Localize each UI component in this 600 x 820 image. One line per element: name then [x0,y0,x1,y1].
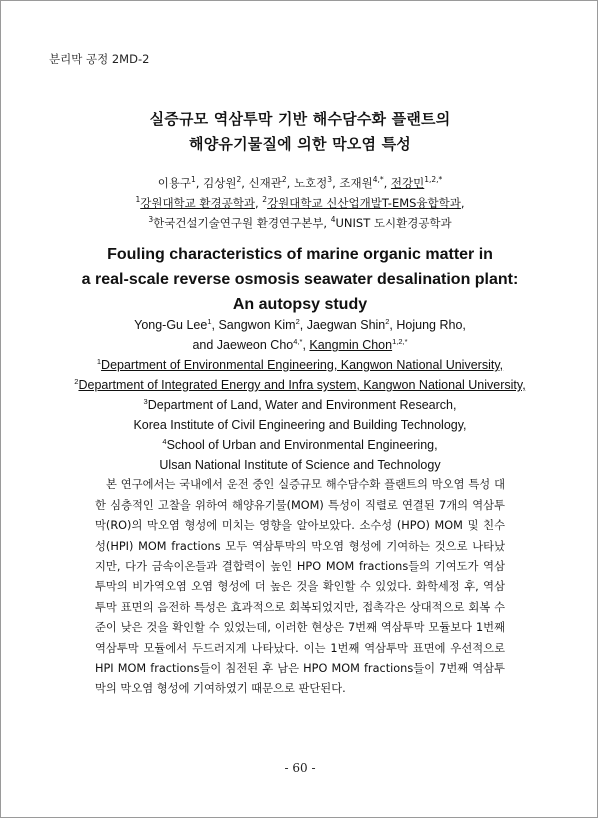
affiliation-mark: 4 [330,215,336,224]
affiliation-mark: 2 [236,175,242,184]
affiliation-mark: 2 [262,195,268,204]
corresponding-author-name: 전강민 [390,176,425,190]
korean-title-line: 해양유기물질에 의한 막오염 특성 [189,135,411,153]
english-title-line: An autopsy study [232,296,368,313]
corresponding-author-name: Kangmin Chon [309,338,393,352]
affiliation-mark: 1 [96,357,102,366]
korean-affiliation-line: $^3$한국건설기술연구원 환경연구본부, $^4$UNIST 도시환경공학과 [148,215,452,230]
affiliation-mark: 2 [295,317,300,326]
affiliation: 한국건설기술연구원 환경연구본부 [153,216,324,230]
affiliation-mark: 4,* [293,337,303,346]
author-name: 김상원 [203,176,237,190]
affiliation-mark: 3 [148,215,154,224]
affiliation-mark: 1 [135,195,141,204]
author-name: Sangwon Kim [218,318,296,332]
session-header: 분리막 공정 2MD-2 [49,52,150,66]
affiliation: UNIST 도시환경공학과 [335,216,452,230]
affiliation: School of Urban and Environmental Engineering, [166,438,438,452]
affiliation: Department of Land, Water and Environment Research, [147,398,457,412]
english-title-line: Fouling characteristics of marine organic matter in [107,246,493,263]
page-number: - 60 - [284,761,316,775]
affiliation-mark: 3 [143,397,148,406]
english-affiliation-line [1,375,599,395]
affiliation-mark: 1 [191,175,196,184]
abstract-text: 본 연구에서는 국내에서 운전 중인 실증규모 해수담수화 플랜트의 막오염 특성 대한 심층적인 고찰을 위하여 해양유기물(MOM) 특성이 직렬로 연결된 7개의 역삼투막(RO)의 막오염 형성에 미치는 영향을 알아보았다. 소수성 (HPO) MOM 및 친수성(HPI) MOM fractions 모두 역삼투막의 막오염 형성에 기여하는 것으로 나타났지만, 다가 금속이온들과 결합력이 높인 HPO MOM fractions들의 기여도가 역삼투막의 비가역오염 오염 형성에 더 높은 것을 확인할 수 있었다. 화학세정 후, 역삼투막 표면의 음전하 특성은 효과적으로 회복되었지만, 접촉각은 상대적으로 회복 수준이 낮은 것을 확인할 수 있었는데, 이러한 현상은 7번째 역삼투막 모듈보다 1번째 역삼투막 모듈에서 두드러지게 나타났다. 이는 1번째 역삼투막 표면에 우선적으로 HPI MOM fractions들이 침전된 후 남은 HPO MOM fractions들이 7번째 역삼투막의 막오염 형성에 기여하였기 때문으로 판단된다. [95,478,505,696]
english-affiliation-line: Ulsan National Institute of Science and Technology [159,458,441,472]
author-name: 조재원 [339,176,373,190]
korean-affiliation-line: $^1$강원대학교 환경공학과, $^2$강원대학교 신산업개발T-EMS융합학과, [135,195,465,210]
affiliation-mark: 3 [327,175,333,184]
english-author-list: Yong-Gu Lee$^1$, Sangwon Kim$^2$, Jaegwan Shin$^2$, Hojung Rho, [134,317,466,332]
english-affiliation-line: Korea Institute of Civil Engineering and Building Technology, [133,418,467,432]
korean-authors-block [1,173,599,233]
english-affiliation-line [1,395,599,415]
affiliation: 강원대학교 환경공학과 [140,196,255,210]
english-author-list: and Jaeweon Cho$^{4,*}$, Kangmin Chon$^{1,2,*}$ [192,337,408,352]
author-name: 신재관 [248,176,282,190]
author-name: 이용구 [157,176,192,190]
english-authors-block [1,315,599,475]
author-name: Jaegwan Shin [306,318,386,332]
affiliation: 강원대학교 신산업개발T-EMS융합학과 [267,196,461,210]
author-name: and Jaeweon Cho [192,338,294,352]
korean-title [1,107,599,157]
english-affiliation-line [1,355,599,375]
affiliation-mark: 2 [385,317,390,326]
affiliation-mark: 2 [281,175,287,184]
affiliation: Department of Integrated Energy and Infra system, Kangwon National University, [78,378,526,392]
korean-title-line: 실증규모 역삼투막 기반 해수담수화 플랜트의 [149,110,451,128]
author-name: Hojung Rho [396,318,463,332]
author-name: 노호정 [293,176,328,190]
english-title-line: a real-scale reverse osmosis seawater desalination plant: [81,271,519,288]
author-name: Yong-Gu Lee [134,318,208,332]
affiliation-mark: 1,2,* [424,175,443,184]
english-affiliation-line [1,435,599,455]
english-title [1,242,599,317]
affiliation-mark: 1 [207,317,212,326]
affiliation-mark: 1,2,* [392,337,408,346]
affiliation-mark: 4,* [372,175,384,184]
affiliation-mark: 2 [74,377,79,386]
affiliation: Department of Environmental Engineering, Kangwon National University, [101,358,504,372]
affiliation-mark: 4 [162,437,167,446]
korean-author-list: 이용구$^1$, 김상원$^2$, 신재관$^2$, 노호정$^3$, 조재원$^{4,*}$, 전강민$^{1,2,*}$ [157,175,443,190]
